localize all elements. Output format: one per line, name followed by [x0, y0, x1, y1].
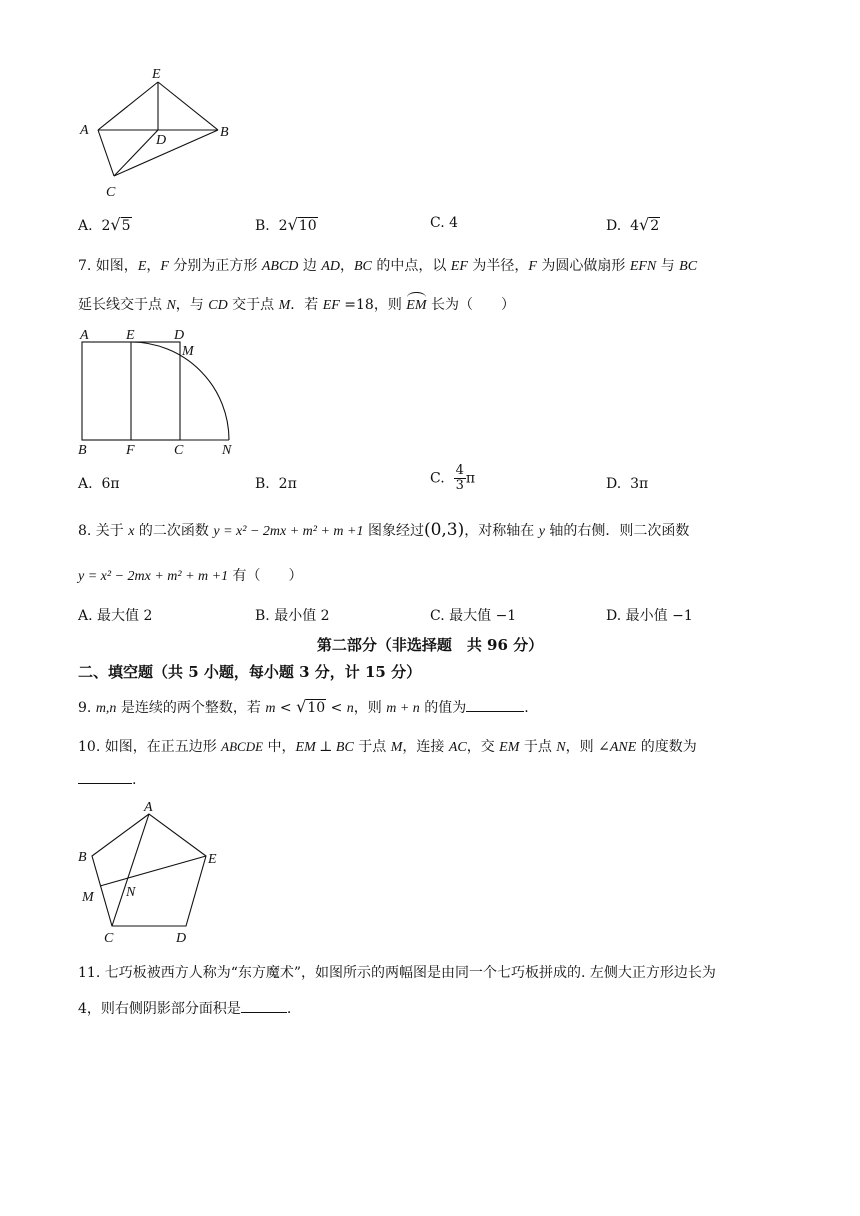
q10-line2: . — [78, 772, 136, 788]
fig7-label-f: F — [126, 443, 135, 458]
fig10-label-e: E — [208, 852, 217, 867]
q8-option-b[interactable]: B. 最小值 2 — [255, 608, 330, 624]
q6-option-a[interactable]: A. 2√5 — [78, 215, 131, 234]
fig10-label-c: C — [104, 931, 114, 946]
fig7-label-d: D — [174, 328, 185, 343]
q8-option-a[interactable]: A. 最大值 2 — [78, 608, 153, 624]
q6-option-d[interactable]: D. 4√2 — [606, 215, 660, 234]
fig6-label-a: A — [80, 123, 89, 138]
q7-option-a[interactable]: A. 6π — [78, 476, 120, 492]
fig10-label-d: D — [176, 931, 187, 946]
q11-line2: 4，则右侧阴影部分面积是 . — [78, 1001, 292, 1017]
q10-figure — [76, 798, 226, 946]
fig6-label-e: E — [152, 67, 161, 82]
q7-line1: 7. 如图，E，F 分别为正方形 ABCD 边 AD，BC 的中点，以 EF 为半径，F 为圆心做扇形 EFN 与 BC — [78, 258, 698, 274]
q9-answer-blank[interactable] — [466, 711, 524, 712]
q10-answer-blank[interactable] — [78, 783, 132, 784]
q6-figure — [76, 64, 236, 204]
fig10-label-n: N — [126, 885, 136, 900]
q9-text: 9. m,n 是连续的两个整数，若 m < √10 < n，则 m + n 的值为 . — [78, 697, 529, 716]
fig10-label-m: M — [82, 890, 94, 905]
fig7-label-c: C — [174, 443, 184, 458]
fig10-label-a: A — [144, 800, 153, 815]
fig6-label-b: B — [220, 125, 229, 140]
q8-option-c[interactable]: C. 最大值 −1 — [430, 608, 517, 624]
q6-option-b[interactable]: B. 2√10 — [255, 215, 317, 234]
q7-option-d[interactable]: D. 3π — [606, 476, 649, 492]
fig7-label-b: B — [78, 443, 87, 458]
section-heading: 二、填空题（共 5 小题，每小题 3 分，计 15 分） — [78, 663, 422, 681]
part2-title: 第二部分（非选择题 共 96 分） — [316, 636, 544, 654]
q8-option-d[interactable]: D. 最小值 −1 — [606, 608, 693, 624]
fig7-label-n: N — [222, 443, 232, 458]
q8-line1: 8. 关于 x 的二次函数 y = x² − 2mx + m² + m +1 图象经过(0,3)，对称轴在 y 轴的右侧．则二次函数 — [78, 520, 690, 540]
q11-answer-blank[interactable] — [241, 1012, 287, 1013]
fig7-label-e: E — [126, 328, 135, 343]
q7-option-c[interactable]: C. $\frac{4}{3}$ π — [430, 463, 476, 493]
q7-option-b[interactable]: B. 2π — [255, 476, 297, 492]
fig6-label-d: D — [156, 133, 167, 148]
q8-line2: y = x² − 2mx + m² + m +1 有（ ） — [78, 568, 303, 584]
fig10-label-b: B — [78, 850, 87, 865]
q7-figure — [76, 326, 246, 460]
fig7-label-m: M — [182, 344, 194, 359]
q6-option-c[interactable]: C. 4 — [430, 215, 459, 231]
q7-line2: 延长线交于点 N，与 CD 交于点 M．若 EF =18，则 EM 长为（ ） — [78, 297, 515, 313]
fig7-label-a: A — [80, 328, 89, 343]
q11-line1: 11. 七巧板被西方人称为“东方魔术”，如图所示的两幅图是由同一个七巧板拼成的. 左侧大正方形边长为 — [78, 965, 716, 981]
q10-line1: 10. 如图，在正五边形 ABCDE 中，EM ⊥ BC 于点 M，连接 AC，交 EM 于点 N，则 ∠ANE 的度数为 — [78, 739, 697, 755]
fig6-label-c: C — [106, 185, 116, 200]
